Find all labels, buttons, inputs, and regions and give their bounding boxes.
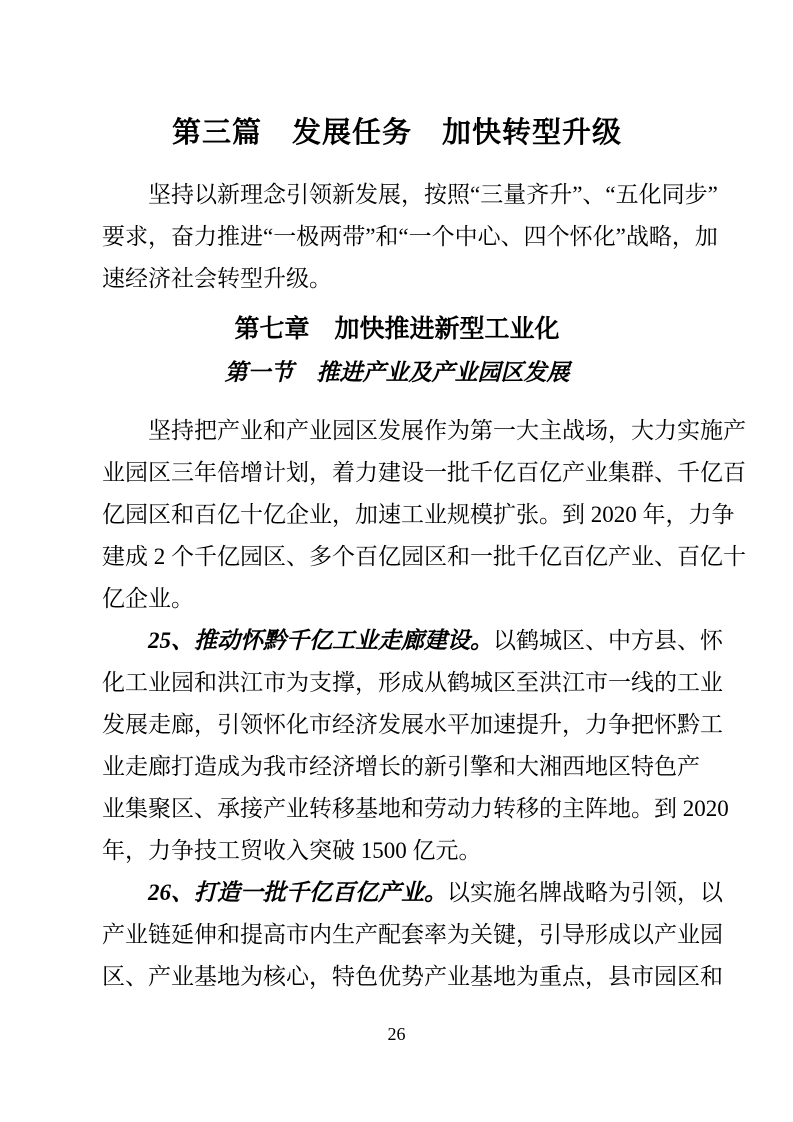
text-line: 要求，奋力推进“一极两带”和“一个中心、四个怀化”战略，加 <box>102 224 718 249</box>
item-26-lead: 26、打造一批千亿百亿产业。 <box>148 880 447 905</box>
intro-paragraph <box>102 174 718 300</box>
text-line: 建成 2 个千亿园区、多个百亿园区和一批千亿百亿产业、百亿十 <box>102 544 746 569</box>
industry-parks-paragraph <box>102 410 746 620</box>
text-line: 亿企业。 <box>102 586 194 611</box>
page-content <box>102 0 746 998</box>
item-26-paragraph <box>102 872 723 998</box>
item-25-paragraph <box>102 620 729 872</box>
text-line: 亿园区和百亿十亿企业，加速工业规模扩张。到 2020 年，力争 <box>102 502 735 527</box>
text-line: 业走廊打造成为我市经济增长的新引擎和大湘西地区特色产 <box>102 754 700 779</box>
item-26-first-line-rest: 以实施名牌战略为引领，以 <box>447 880 723 905</box>
page-number: 26 <box>387 1024 406 1044</box>
item-25-lead: 25、推动怀黔千亿工业走廊建设。 <box>148 628 493 653</box>
text-line <box>102 620 723 662</box>
chapter-heading: 第七章 加快推进新型工业化 <box>234 315 560 343</box>
text-line: 业集聚区、承接产业转移基地和劳动力转移的主阵地。到 2020 <box>102 796 729 821</box>
text-line <box>102 872 723 914</box>
text-line: 发展走廊，引领怀化市经济发展水平加速提升，力争把怀黔工 <box>102 712 723 737</box>
text-line: 产业链延伸和提高市内生产配套率为关键，引导形成以产业园 <box>102 922 723 947</box>
text-line: 速经济社会转型升级。 <box>102 266 332 291</box>
text-line: 业园区三年倍增计划，着力建设一批千亿百亿产业集群、千亿百 <box>102 460 746 485</box>
section-heading: 第一节 推进产业及产业园区发展 <box>224 360 570 385</box>
item-25-first-line-rest: 以鹤城区、中方县、怀 <box>493 628 723 653</box>
text-line: 区、产业基地为核心，特色优势产业基地为重点，县市园区和 <box>102 964 723 989</box>
text-line: 坚持以新理念引领新发展，按照“三量齐升”、“五化同步” <box>148 182 718 207</box>
text-line: 化工业园和洪江市为支撑，形成从鹤城区至洪江市一线的工业 <box>102 670 723 695</box>
text-line: 年，力争技工贸收入突破 1500 亿元。 <box>102 838 482 863</box>
text-line: 坚持把产业和产业园区发展作为第一大主战场，大力实施产 <box>148 418 746 443</box>
part-title: 第三篇 发展任务 加快转型升级 <box>171 117 622 149</box>
